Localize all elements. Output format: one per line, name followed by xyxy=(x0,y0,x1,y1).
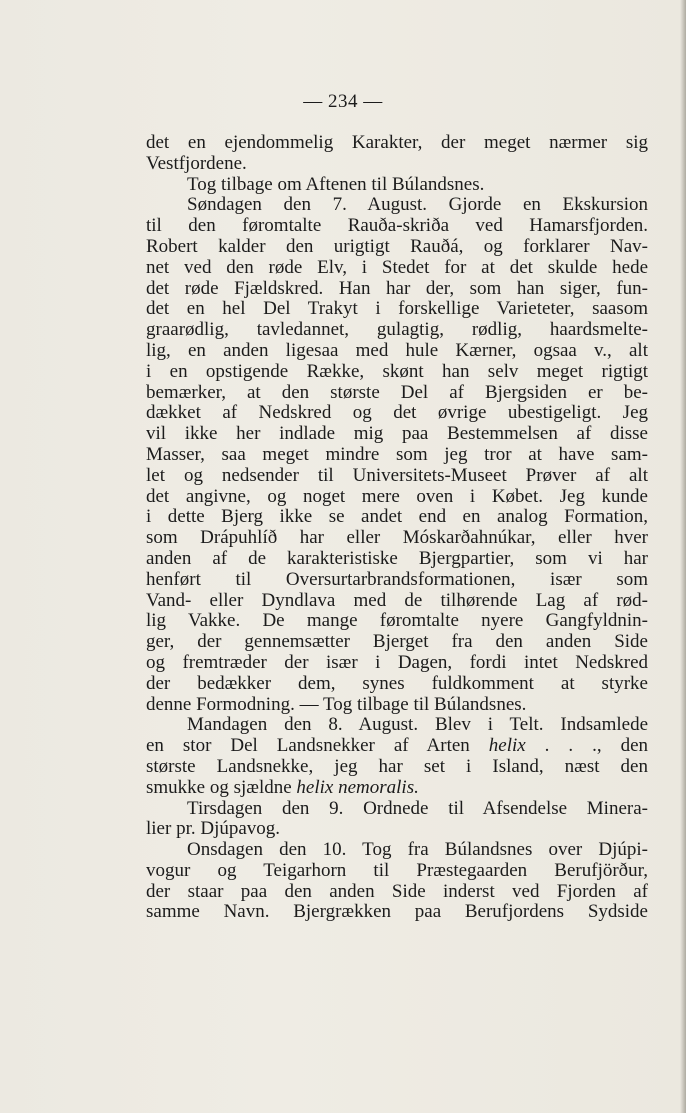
italic-species-name: helix xyxy=(488,736,526,757)
text-line: net ved den røde Elv, i Stedet for at det skulde hede xyxy=(146,257,648,278)
text-line: graarødlig, tavledannet, gulagtig, rødlig, haardsmelte- xyxy=(146,320,648,341)
page-edge-shadow xyxy=(680,0,686,1113)
text-line: der staar paa den anden Side inderst ved Fjorden af xyxy=(146,881,648,902)
text-line: lig Vakke. De mange føromtalte nyere Gangfyldnin- xyxy=(146,611,648,632)
text-line: let og nedsender til Universitets-Museet Prøver af alt xyxy=(146,465,648,486)
text-line: denne Formodning. — Tog tilbage til Búlandsnes. xyxy=(146,694,527,715)
italic-species-name: helix nemoralis. xyxy=(296,777,419,798)
text-line: Vestfjordene. xyxy=(146,153,247,174)
text-line: Robert kalder den urigtigt Rauðá, og forklarer Nav- xyxy=(146,236,648,257)
text-line: det en hel Del Trakyt i forskellige Varieteter, saasom xyxy=(146,299,648,320)
text-line: der bedækker dem, synes fuldkomment at styrke xyxy=(146,673,648,694)
text-line: i dette Bjerg ikke se andet end en analog Formation, xyxy=(146,507,648,528)
text-line: lier pr. Djúpavog. xyxy=(146,819,281,840)
text-line: samme Navn. Bjergrækken paa Berufjordens Sydside xyxy=(146,902,648,923)
text-line: Vand- eller Dyndlava med de tilhørende Lag af rød- xyxy=(146,590,648,611)
text-line: Masser, saa meget mindre som jeg tror at have sam- xyxy=(146,444,648,465)
text-line: det en ejendommelig Karakter, der meget nærmer sig xyxy=(146,133,648,153)
text-line: største Landsnekke, jeg har set i Island, næst den xyxy=(146,756,648,777)
text-line: dækket af Nedskred og det øvrige ubestigeligt. Jeg xyxy=(146,403,648,424)
text-line: anden af de karakteristiske Bjergpartier, som vi har xyxy=(146,548,648,569)
text-segment: en stor Del Landsnekker af Arten xyxy=(146,736,489,757)
text-line: i en opstigende Række, skønt han selv meget rigtigt xyxy=(146,361,648,382)
text-line xyxy=(146,778,648,799)
text-line xyxy=(146,736,648,757)
text-line: ger, der gennemsætter Bjerget fra den anden Side xyxy=(146,632,648,653)
text-line: Onsdagen den 10. Tog fra Búlandsnes over Djúpi- xyxy=(187,840,648,861)
text-segment: smukke og sjældne xyxy=(146,777,297,798)
body-text xyxy=(146,133,648,923)
text-line: til den føromtalte Rauða-skriða ved Hamarsfjorden. xyxy=(146,216,648,237)
text-line: Søndagen den 7. August. Gjorde en Ekskursion xyxy=(187,195,648,216)
text-line: Mandagen den 8. August. Blev i Telt. Indsamlede xyxy=(187,715,648,736)
text-line: bemærker, at den største Del af Bjergsiden er be- xyxy=(146,382,648,403)
text-line: lig, en anden ligesaa med hule Kærner, ogsaa v., alt xyxy=(146,340,648,361)
text-line: Tirsdagen den 9. Ordnede til Afsendelse Minera- xyxy=(187,798,648,819)
text-line: det røde Fjældskred. Han har der, som han siger, fun- xyxy=(146,278,648,299)
text-line: som Drápuhlíð har eller Móskarðahnúkar, eller hver xyxy=(146,528,648,549)
text-segment: . . ., den xyxy=(525,736,648,757)
text-line: vil ikke her indlade mig paa Bestemmelsen af disse xyxy=(146,424,648,445)
text-line: Tog tilbage om Aftenen til Búlandsnes. xyxy=(187,174,485,195)
text-line: vogur og Teigarhorn til Præstegaarden Berufjörður, xyxy=(146,860,648,881)
text-line: det angivne, og noget mere oven i Købet. Jeg kunde xyxy=(146,486,648,507)
text-line: henført til Oversurtarbrandsformationen, især som xyxy=(146,569,648,590)
page-number: — 234 — xyxy=(303,91,383,112)
text-line: og fremtræder der især i Dagen, fordi intet Nedskred xyxy=(146,652,648,673)
